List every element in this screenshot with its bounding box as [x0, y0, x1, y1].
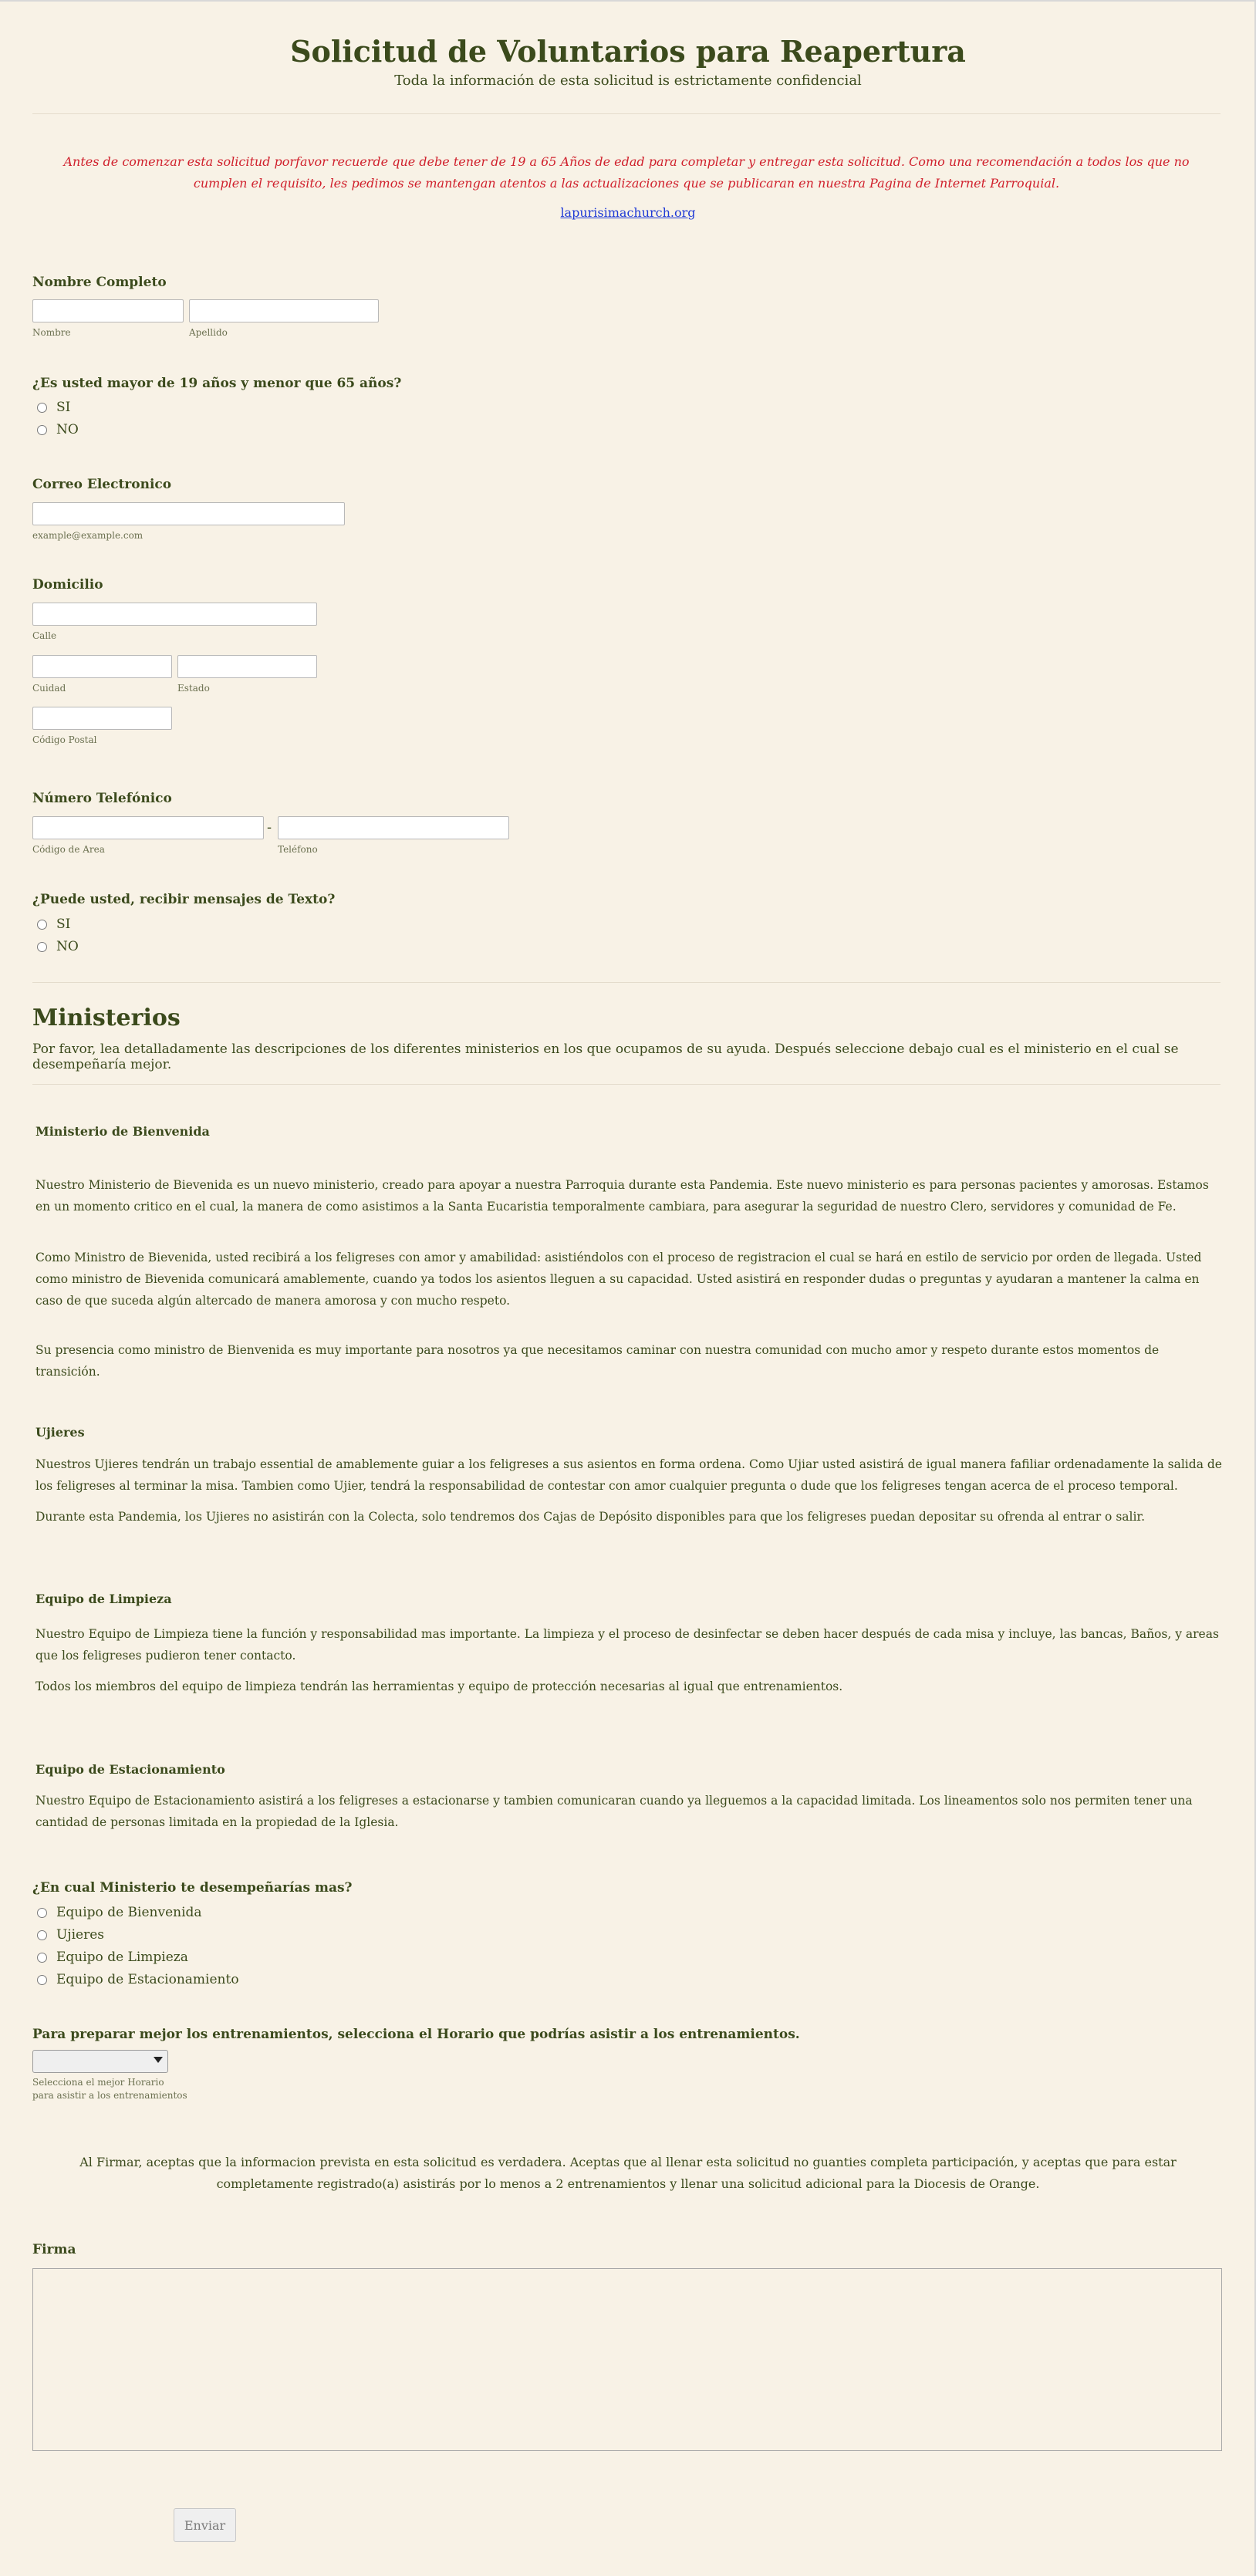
ujieres-paragraph-1: Nuestros Ujieres tendrán un trabajo essential de amablemente guiar a los feligreses a sus asientos en forma ordena. Como Ujiar usted asistirá de igual manera fafiliar ordenadamente la salida de los feligreses al terminar la misa. Tambien como Ujier, tendrá la responsabilidad de contestar con amor cualquier pregunta o dude que los feligreses tengan acerca de el proceso temporal.	[35, 1457, 1222, 1493]
section-divider	[32, 982, 1221, 983]
training-label: Para preparar mejor los entrenamientos, selecciona el Horario que podrías asistir a los entrenamientos.	[32, 2027, 800, 2042]
street-input[interactable]	[32, 603, 317, 626]
radio-label: SI	[56, 917, 71, 932]
section-divider	[32, 1084, 1221, 1085]
consent-text: Al Firmar, aceptas que la informacion prevista en esta solicitud es verdadera. Aceptas que al llenar esta solicitud no guanties completa participación, y aceptas que para estar completamente registrado(a) asistirás por lo menos a 2 entrenamientos y llenar una solicitud adicional para la Diocesis de Orange.	[79, 2155, 1177, 2191]
city-input[interactable]	[32, 655, 172, 678]
phone-label: Número Telefónico	[32, 791, 172, 806]
phone-number-input[interactable]	[278, 816, 509, 839]
training-sublabel-line-1: Selecciona el mejor Horario	[32, 2077, 164, 2088]
bienvenida-paragraph-2: Como Ministro de Bievenida, usted recibirá a los feligreses con amor y amabilidad: asistiéndolos con el proceso de registracion el cual se hará en estilo de servicio por orden de llegada. Usted como ministro de Bievenida comunicará amablemente, cuando ya todos los asientos lleguen a su capacidad. Usted asistirá en responder dudas o preguntas y ayudaran a mantener la calma en caso de que suceda algún altercado de manera amorosa y con mucho respeto.	[35, 1251, 1202, 1308]
radio-label: Equipo de Bienvenida	[56, 1905, 202, 1920]
submit-button[interactable]: Enviar	[174, 2508, 236, 2542]
email-label: Correo Electronico	[32, 477, 172, 492]
radio-label: Equipo de Limpieza	[56, 1950, 188, 1965]
signature-pad[interactable]	[32, 2268, 1222, 2451]
radio-button[interactable]	[37, 1908, 47, 1918]
text-option-si[interactable]	[37, 916, 70, 933]
text-option-no[interactable]	[37, 938, 79, 955]
radio-button[interactable]	[37, 942, 47, 952]
first-name-input[interactable]	[32, 299, 184, 322]
bienvenida-paragraph-3: Su presencia como ministro de Bienvenida es muy importante para nosotros ya que necesitamos caminar con nuestra comunidad con mucho amor y respeto durante estos momentos de transición.	[35, 1343, 1160, 1379]
radio-label: NO	[56, 939, 79, 954]
radio-button[interactable]	[37, 920, 47, 930]
estacionamiento-heading: Equipo de Estacionamiento	[35, 1762, 225, 1777]
bienvenida-paragraph-1: Nuestro Ministerio de Bievenida es un nuevo ministerio, creado para apoyar a nuestra Parroquia durante esta Pandemia. Este nuevo ministerio es para personas pacientes y amorosas. Estamos en un momento critico en el cual, la manera de como asistimos a la Santa Eucaristia temporalmente cambiara, para asegurar la seguridad de nuestro Clero, servidores y comunidad de Fe.	[35, 1178, 1209, 1214]
training-schedule-select[interactable]	[32, 2050, 168, 2073]
radio-label: NO	[56, 422, 79, 437]
radio-label: SI	[56, 400, 71, 415]
radio-button[interactable]	[37, 1953, 47, 1963]
age-question-label: ¿Es usted mayor de 19 años y menor que 65 años?	[32, 376, 402, 391]
text-question-label: ¿Puede usted, recibir mensajes de Texto?	[32, 892, 336, 907]
limpieza-paragraph-1: Nuestro Equipo de Limpieza tiene la función y responsabilidad mas importante. La limpieza y el proceso de desinfectar se deben hacer después de cada misa y incluye, las bancas, Baños, y areas que los feligreses pudieron tener contacto.	[35, 1627, 1219, 1663]
ministries-title: Ministerios	[32, 1004, 181, 1031]
zip-sublabel: Código Postal	[32, 734, 97, 745]
ministries-description: Por favor, lea detalladamente las descripciones de los diferentes ministerios en los que ocupamos de su ayuda. Después seleccione debajo cual es el ministerio en el cual se desempeñaría mejor.	[32, 1042, 1179, 1072]
estacionamiento-paragraph-1: Nuestro Equipo de Estacionamiento asistirá a los feligreses a estacionarse y tambien comunicaran cuando ya lleguemos a la capacidad limitada. Los lineamentos solo nos permiten tener una cantidad de personas limitada en la propiedad de la Iglesia.	[35, 1794, 1193, 1829]
phone-number-sublabel: Teléfono	[278, 844, 318, 855]
training-sublabel-line-2: para asistir a los entrenamientos	[32, 2090, 187, 2101]
email-input[interactable]	[32, 502, 345, 525]
state-input[interactable]	[177, 655, 317, 678]
ministry-option-bienvenida[interactable]	[37, 1904, 202, 1921]
area-code-sublabel: Código de Area	[32, 844, 105, 855]
radio-label: Ujieres	[56, 1927, 105, 1943]
form-title: Solicitud de Voluntarios para Reapertura	[290, 34, 966, 69]
city-sublabel: Cuidad	[32, 683, 66, 694]
header-divider	[32, 113, 1221, 114]
ministry-option-limpieza[interactable]	[37, 1949, 188, 1966]
top-border	[0, 0, 1256, 2]
ministry-choice-label: ¿En cual Ministerio te desempeñarías mas?	[32, 1880, 353, 1896]
phone-separator: -	[267, 819, 272, 836]
ujieres-heading: Ujieres	[35, 1425, 85, 1440]
age-option-no[interactable]	[37, 421, 79, 438]
limpieza-paragraph-2: Todos los miembros del equipo de limpieza tendrán las herramientas y equipo de protección necesarias al igual que entrenamientos.	[35, 1680, 843, 1693]
radio-button[interactable]	[37, 1930, 47, 1940]
radio-button[interactable]	[37, 403, 47, 413]
last-name-sublabel: Apellido	[189, 327, 228, 338]
chevron-down-icon	[154, 2057, 163, 2063]
radio-label: Equipo de Estacionamiento	[56, 1972, 239, 1987]
ministry-option-estacionamiento[interactable]	[37, 1971, 239, 1988]
limpieza-heading: Equipo de Limpieza	[35, 1592, 172, 1606]
full-name-label: Nombre Completo	[32, 275, 167, 290]
area-code-input[interactable]	[32, 816, 264, 839]
state-sublabel: Estado	[177, 683, 210, 694]
ujieres-paragraph-2: Durante esta Pandemia, los Ujieres no asistirán con la Colecta, solo tendremos dos Cajas de Depósito disponibles para que los feligreses puedan depositar su ofrenda al entrar o salir.	[35, 1510, 1146, 1524]
form-subtitle: Toda la información de esta solicitud is estrictamente confidencial	[394, 73, 862, 89]
ministry-option-ujieres[interactable]	[37, 1926, 104, 1943]
email-sublabel: example@example.com	[32, 530, 143, 541]
last-name-input[interactable]	[189, 299, 379, 322]
signature-label: Firma	[32, 2242, 76, 2257]
first-name-sublabel: Nombre	[32, 327, 71, 338]
parish-website-link[interactable]: lapurisimachurch.org	[560, 205, 696, 220]
radio-button[interactable]	[37, 1975, 47, 1985]
bienvenida-heading: Ministerio de Bienvenida	[35, 1124, 210, 1139]
zip-input[interactable]	[32, 707, 172, 730]
address-label: Domicilio	[32, 577, 103, 593]
radio-button[interactable]	[37, 425, 47, 435]
age-option-si[interactable]	[37, 399, 70, 416]
age-notice: Antes de comenzar esta solicitud porfavor recuerde que debe tener de 19 a 65 Años de edad para completar y entregar esta solicitud. Como una recomendación a todos los que no cumplen el requisito, les pedimos se mantengan atentos a las actualizaciones que se publicaran en nuestra Pagina de Internet Parroquial.	[63, 154, 1190, 191]
street-sublabel: Calle	[32, 630, 57, 641]
